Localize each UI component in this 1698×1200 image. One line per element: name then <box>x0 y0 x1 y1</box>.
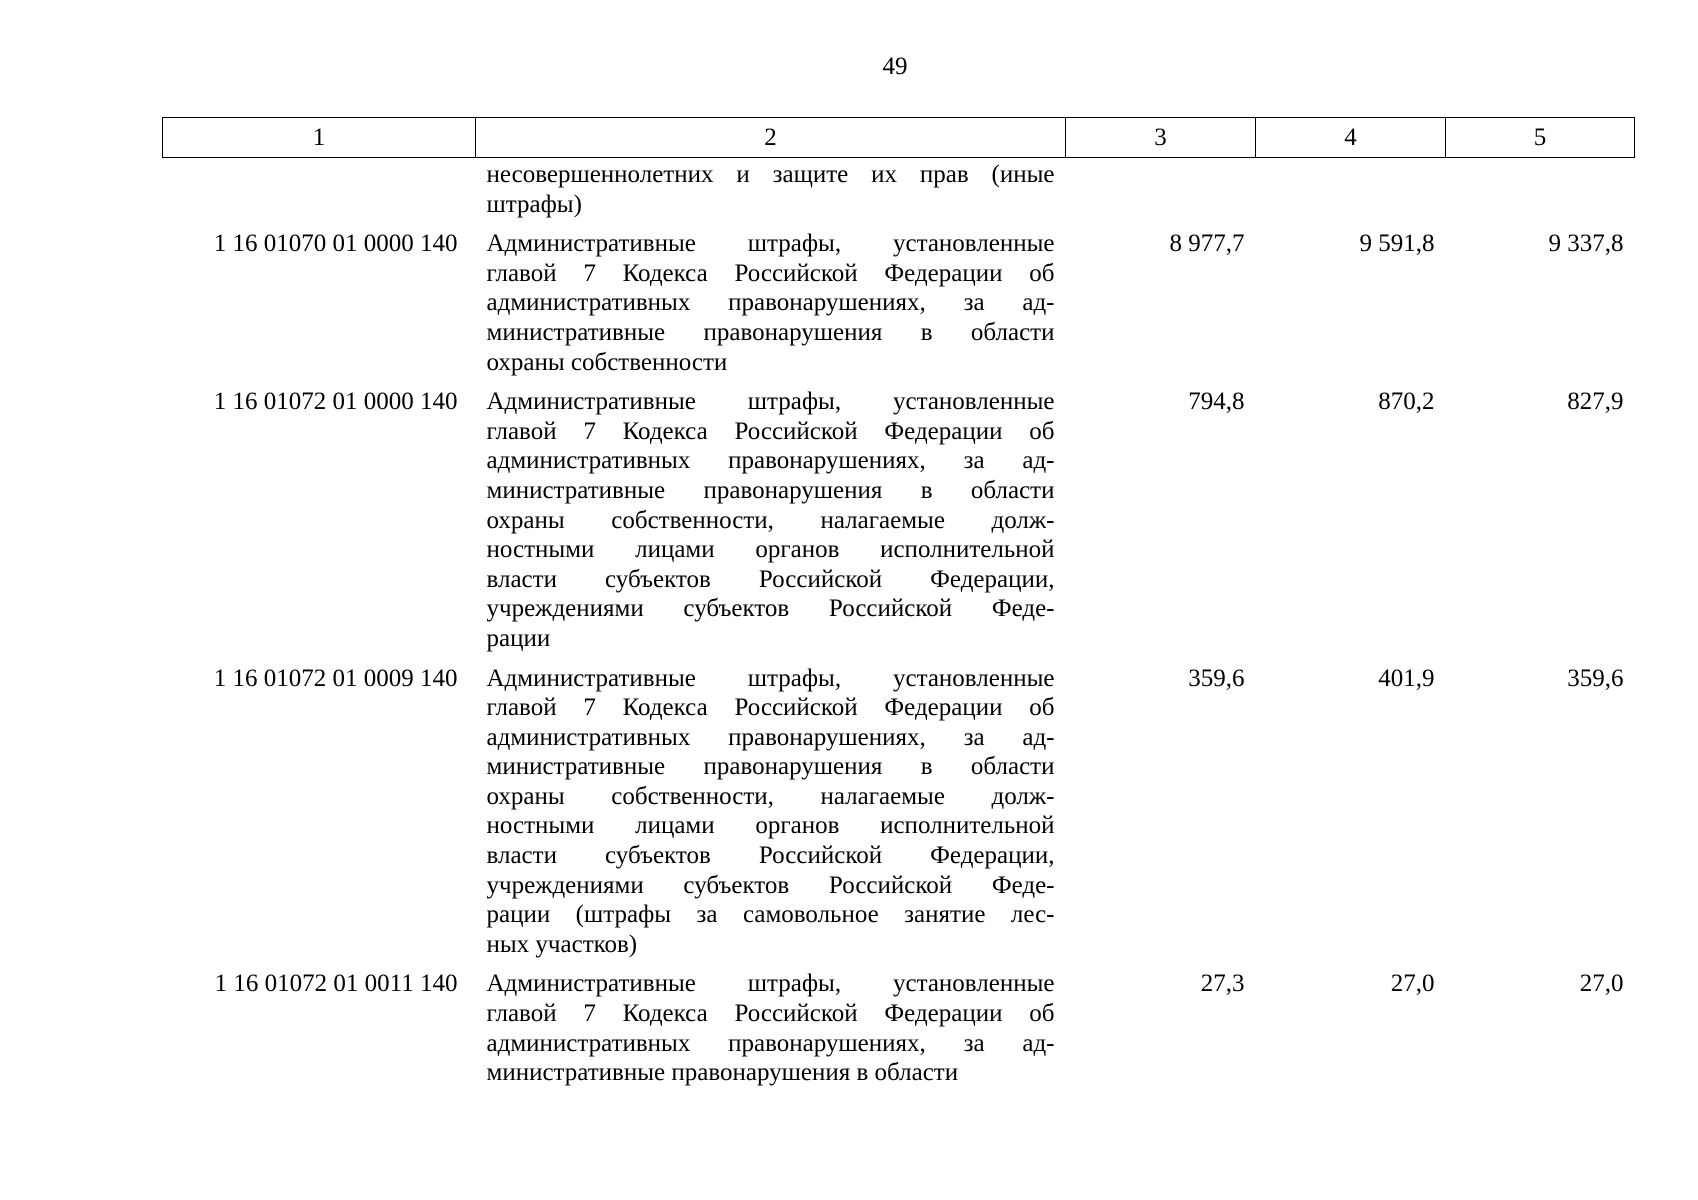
description-line: административных правонарушениях, за ад- <box>486 289 1055 317</box>
header-col-5: 5 <box>1446 118 1635 158</box>
table-row <box>163 664 1635 970</box>
row-description <box>476 664 1066 970</box>
description-line: охраны собственности, налагаемые долж- <box>486 506 1055 534</box>
value-col3: 794,8 <box>1188 388 1245 416</box>
row-description <box>476 229 1066 387</box>
continuation-col3 <box>1066 158 1256 230</box>
header-col-1: 1 <box>163 118 476 158</box>
description-line: Административные штрафы, установленные <box>486 388 1055 416</box>
header-row <box>163 118 1635 158</box>
description-line: Административные штрафы, установленные <box>486 230 1055 258</box>
description-line: рации (штрафы за самовольное занятие лес- <box>486 901 1055 929</box>
value-col5: 359,6 <box>1567 664 1624 692</box>
description-line: административных правонарушениях, за ад- <box>486 1029 1055 1057</box>
description-line: административных правонарушениях, за ад- <box>486 723 1055 751</box>
value-col5: 827,9 <box>1567 388 1624 416</box>
description-line: ностными лицами органов исполнительной <box>486 536 1055 564</box>
description-line: главой 7 Кодекса Российской Федерации об <box>486 259 1055 287</box>
description-line: министративные правонарушения в области <box>486 476 1055 504</box>
table-body <box>163 158 1635 1098</box>
table-row <box>163 969 1635 1097</box>
description-line: Административные штрафы, установленные <box>486 970 1055 998</box>
value-col4: 401,9 <box>1378 664 1435 692</box>
value-col3: 27,3 <box>1200 970 1245 998</box>
table-row <box>163 387 1635 663</box>
budget-code: 1 16 01070 01 0000 140 <box>213 230 458 258</box>
description-line: министративные правонарушения в области <box>486 318 1055 346</box>
description-line: Административные штрафы, установленные <box>486 664 1055 692</box>
continuation-description <box>476 158 1066 230</box>
budget-code: 1 16 01072 01 0009 140 <box>213 664 458 692</box>
description-line: главой 7 Кодекса Российской Федерации об <box>486 694 1055 722</box>
row-description <box>476 387 1066 663</box>
description-line: власти субъектов Российской Федерации, <box>486 842 1055 870</box>
budget-code: 1 16 01072 01 0000 140 <box>213 388 458 416</box>
description-line: главой 7 Кодекса Российской Федерации об <box>486 1000 1055 1028</box>
continuation-col5 <box>1446 158 1635 230</box>
page-number: 49 <box>882 53 908 80</box>
description-line: административных правонарушениях, за ад- <box>486 447 1055 475</box>
budget-table <box>162 117 1635 1098</box>
value-col5: 9 337,8 <box>1548 230 1624 258</box>
description-line: штрафы) <box>486 190 582 218</box>
budget-code: 1 16 01072 01 0011 140 <box>214 970 458 998</box>
header-col-2: 2 <box>476 118 1066 158</box>
value-col3: 8 977,7 <box>1169 230 1245 258</box>
header-col-4: 4 <box>1256 118 1446 158</box>
continuation-row <box>163 158 1635 230</box>
description-line: главой 7 Кодекса Российской Федерации об <box>486 417 1055 445</box>
header-col-3: 3 <box>1066 118 1256 158</box>
continuation-code-cell <box>163 158 476 230</box>
table-header <box>163 118 1635 158</box>
description-line: министративные правонарушения в области <box>486 753 1055 781</box>
table-row <box>163 229 1635 387</box>
value-col4: 9 591,8 <box>1359 230 1435 258</box>
value-col4: 870,2 <box>1378 388 1435 416</box>
description-line: охраны собственности <box>486 348 728 376</box>
value-col3: 359,6 <box>1188 664 1245 692</box>
description-line: власти субъектов Российской Федерации, <box>486 565 1055 593</box>
description-line: ностными лицами органов исполнительной <box>486 812 1055 840</box>
description-line: министративные правонарушения в области <box>486 1059 959 1087</box>
description-line: несовершеннолетних и защите их прав (иные <box>486 161 1055 188</box>
row-description <box>476 969 1066 1097</box>
description-line: охраны собственности, налагаемые долж- <box>486 782 1055 810</box>
description-line: ных участков) <box>486 930 638 958</box>
description-line: учреждениями субъектов Российской Феде- <box>486 595 1055 623</box>
description-line: рации <box>486 624 551 652</box>
value-col5: 27,0 <box>1579 970 1624 998</box>
description-line: учреждениями субъектов Российской Феде- <box>486 871 1055 899</box>
value-col4: 27,0 <box>1390 970 1435 998</box>
continuation-col4 <box>1256 158 1446 230</box>
